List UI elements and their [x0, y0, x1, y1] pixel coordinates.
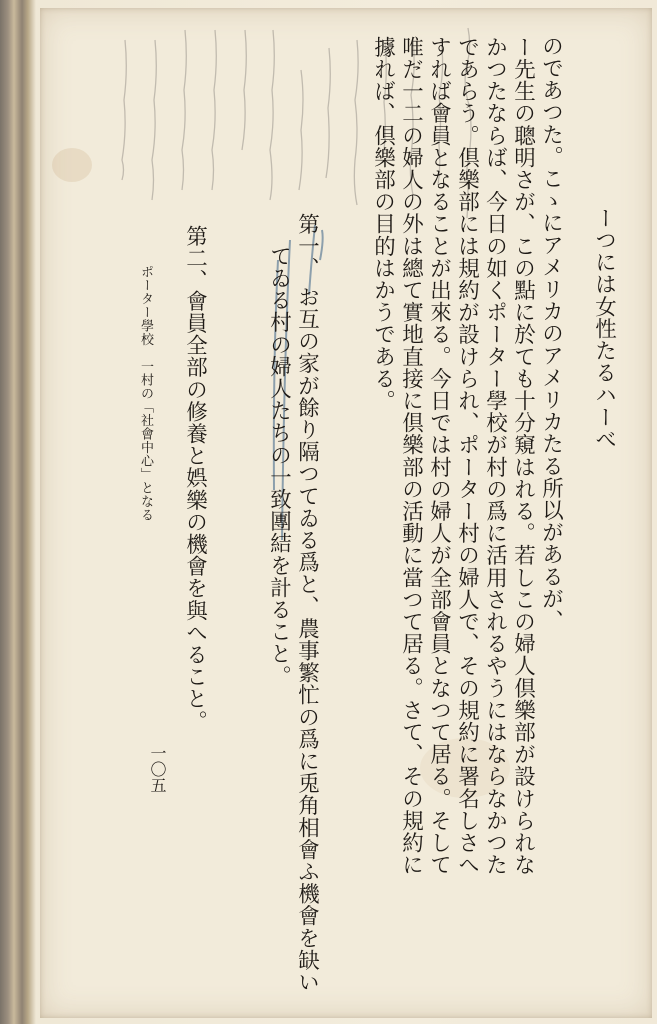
text-column-5: すれば會員となることが出來る。今日では村の婦人が全部會員となつて居る。そして [426, 36, 452, 876]
text-column-2: ー先生の聰明さが、この點に於ても十分窺はれる。若しこの婦人倶樂部が設けられな [510, 36, 536, 876]
text-column-6: 唯だ一二の婦人の外は總て實地直接に倶樂部の活動に當つて居る。さて、その規約に [398, 36, 424, 876]
item-one-line-1: お互の家が餘り隔つてゐる爲と、農事繁忙の爲に兎角相會ふ機會を缺い [294, 286, 320, 994]
text-column-3: かつたならば、今日の如くポーター學校が村の爲に活用されるやうにはならなかつた [482, 36, 508, 876]
text-column-0: ーつには女性たるハーべ [591, 207, 617, 451]
item-two-label: 第二、 [182, 225, 208, 292]
item-two-line-1: 會員全部の修養と娯樂の機會を與へること。 [182, 290, 208, 732]
item-one-label: 第一、 [294, 213, 320, 280]
text-column-7: 據れば、倶樂部の目的はかうである。 [370, 36, 396, 412]
running-head: ポーター學校 一村の「社會中心」となる [138, 265, 153, 522]
item-one-line-2: てゐる村の婦人たちの一致團結を計ること。 [266, 245, 292, 687]
page-number: 一〇五 [148, 745, 167, 793]
text-column-1: のであつた。こゝにアメリカのアメリカたる所以があるが、 [538, 35, 564, 632]
text-column-4: であらう。倶樂部には規約が設けられ、ポーター村の婦人で、その規約に署名しさへ [454, 36, 480, 876]
